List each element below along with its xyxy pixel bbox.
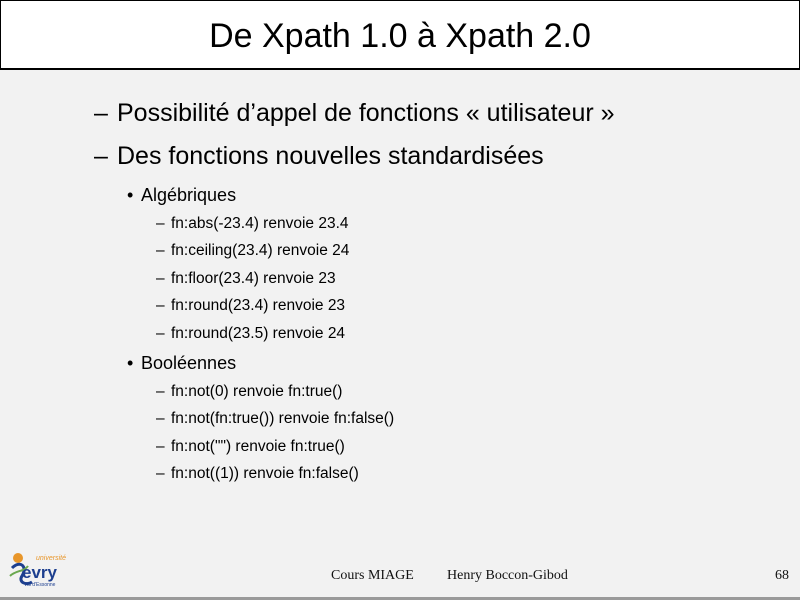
dash-marker: – (156, 325, 165, 342)
dash-marker: – (156, 383, 165, 400)
item-text: fn:not(0) renvoie fn:true() (171, 383, 343, 400)
title-bar (0, 0, 800, 70)
group-algebraic (127, 185, 236, 206)
dash-marker: – (156, 438, 165, 455)
university-evry-logo (6, 546, 66, 594)
item-text: fn:not("") renvoie fn:true() (171, 438, 345, 455)
logo-main-text: evry (22, 563, 57, 582)
dash-marker: – (156, 242, 165, 259)
slide-title: De Xpath 1.0 à Xpath 2.0 (209, 16, 591, 55)
item-text: fn:round(23.4) renvoie 23 (171, 297, 346, 314)
bullet-user-functions (94, 99, 615, 128)
dash-marker: – (156, 270, 165, 287)
bullet-standard-functions (94, 142, 544, 171)
footer-course: Cours MIAGE (331, 568, 414, 583)
dash-marker: – (156, 215, 165, 232)
logo-top-text: université (36, 555, 66, 562)
item-text: fn:round(23.5) renvoie 24 (171, 325, 346, 342)
dash-marker: – (94, 142, 108, 170)
list-item (156, 383, 342, 401)
list-item (156, 410, 394, 428)
dash-marker: – (156, 297, 165, 314)
item-text: fn:not(fn:true()) renvoie fn:false() (171, 410, 395, 427)
list-item (156, 297, 345, 315)
list-item (156, 215, 349, 233)
dash-marker: – (156, 410, 165, 427)
list-item (156, 465, 359, 483)
dash-marker: – (156, 465, 165, 482)
list-item (156, 270, 336, 288)
group-boolean (127, 353, 236, 374)
item-text: fn:floor(23.4) renvoie 23 (171, 270, 336, 287)
bullet-text: Des fonctions nouvelles standardisées (117, 142, 544, 170)
group-label: Algébriques (141, 185, 237, 205)
logo-head-dot (13, 553, 23, 563)
list-item (156, 242, 349, 260)
bullet-marker: • (127, 353, 134, 373)
group-label: Booléennes (141, 353, 237, 373)
item-text: fn:not((1)) renvoie fn:false() (171, 465, 359, 482)
item-text: fn:ceiling(23.4) renvoie 24 (171, 242, 350, 259)
list-item (156, 325, 345, 343)
item-text: fn:abs(-23.4) renvoie 23.4 (171, 215, 349, 232)
footer-author: Henry Boccon-Gibod (447, 568, 568, 583)
dash-marker: – (94, 99, 108, 127)
bullet-marker: • (127, 185, 134, 205)
logo-sub-text: Val d'Essonne (24, 582, 56, 588)
list-item (156, 438, 345, 456)
footer-page-number: 68 (775, 568, 789, 583)
bullet-text: Possibilité d’appel de fonctions « utilisateur » (117, 99, 615, 127)
